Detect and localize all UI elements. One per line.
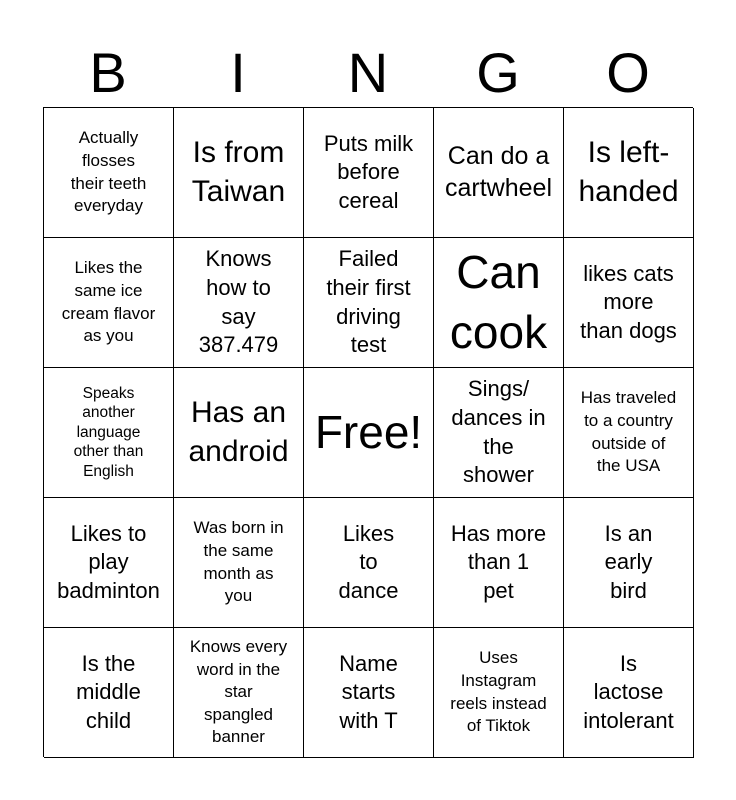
- cell-text: Has an android: [188, 396, 289, 468]
- bingo-cell[interactable]: [564, 238, 694, 368]
- cell-text: likes cats more than dogs: [580, 260, 677, 343]
- cell-text: Has traveled to a country outside of the USA: [580, 388, 677, 476]
- bingo-cell[interactable]: [304, 498, 434, 628]
- free-space-cell[interactable]: [304, 368, 434, 498]
- bingo-cell[interactable]: [434, 368, 564, 498]
- cell-text: Knows every word in the star spangled banner: [189, 636, 288, 747]
- cell-text: Was born in the same month as you: [193, 518, 284, 606]
- cell-text: Likes to dance: [338, 520, 399, 603]
- cell-text: Can cook: [449, 245, 548, 358]
- cell-text: Is the middle child: [76, 650, 141, 733]
- header-letter-g: G: [476, 41, 520, 104]
- bingo-cell[interactable]: [174, 498, 304, 628]
- bingo-cell[interactable]: [304, 238, 434, 368]
- bingo-cell[interactable]: [174, 108, 304, 238]
- cell-text: Has more than 1 pet: [450, 520, 547, 603]
- free-space-text: Free!: [314, 405, 423, 458]
- bingo-cell[interactable]: [44, 628, 174, 758]
- bingo-board: [43, 107, 693, 757]
- bingo-cell[interactable]: [44, 368, 174, 498]
- header-letter-b: B: [89, 41, 127, 104]
- bingo-cell[interactable]: [434, 628, 564, 758]
- bingo-cell[interactable]: [434, 498, 564, 628]
- cell-text: Is lactose intolerant: [583, 650, 674, 733]
- cell-text: Speaks another language other than English: [73, 385, 144, 480]
- header-letter-n: N: [347, 41, 389, 104]
- cell-text: Uses Instagram reels instead of Tiktok: [450, 648, 547, 736]
- bingo-cell[interactable]: [174, 238, 304, 368]
- bingo-cell[interactable]: [564, 498, 694, 628]
- cell-text: Is an early bird: [604, 520, 653, 603]
- bingo-header: [43, 38, 693, 108]
- header-letter-o: O: [606, 41, 650, 104]
- bingo-cell[interactable]: [304, 108, 434, 238]
- bingo-cell[interactable]: [564, 628, 694, 758]
- cell-text: Likes the same ice cream flavor as you: [61, 258, 156, 346]
- cell-text: Can do a cartwheel: [445, 142, 552, 202]
- cell-text: Failed their first driving test: [326, 246, 411, 358]
- bingo-cell[interactable]: [304, 628, 434, 758]
- bingo-cell[interactable]: [564, 368, 694, 498]
- cell-text: Sings/ dances in the shower: [451, 376, 546, 488]
- cell-text: Knows how to say 387.479: [198, 246, 279, 358]
- bingo-cell[interactable]: [174, 628, 304, 758]
- cell-text: Puts milk before cereal: [323, 130, 414, 213]
- bingo-cell[interactable]: [174, 368, 304, 498]
- cell-text: Likes to play badminton: [57, 520, 160, 603]
- bingo-cell[interactable]: [44, 108, 174, 238]
- bingo-cell[interactable]: [44, 238, 174, 368]
- cell-text: Actually flosses their teeth everyday: [70, 128, 147, 216]
- bingo-cell[interactable]: [564, 108, 694, 238]
- bingo-cell[interactable]: [44, 498, 174, 628]
- cell-text: Name starts with T: [339, 650, 398, 733]
- cell-text: Is from Taiwan: [191, 136, 286, 208]
- header-letter-i: I: [230, 41, 246, 104]
- bingo-cell[interactable]: [434, 108, 564, 238]
- bingo-cell[interactable]: [434, 238, 564, 368]
- cell-text: Is left- handed: [578, 136, 679, 208]
